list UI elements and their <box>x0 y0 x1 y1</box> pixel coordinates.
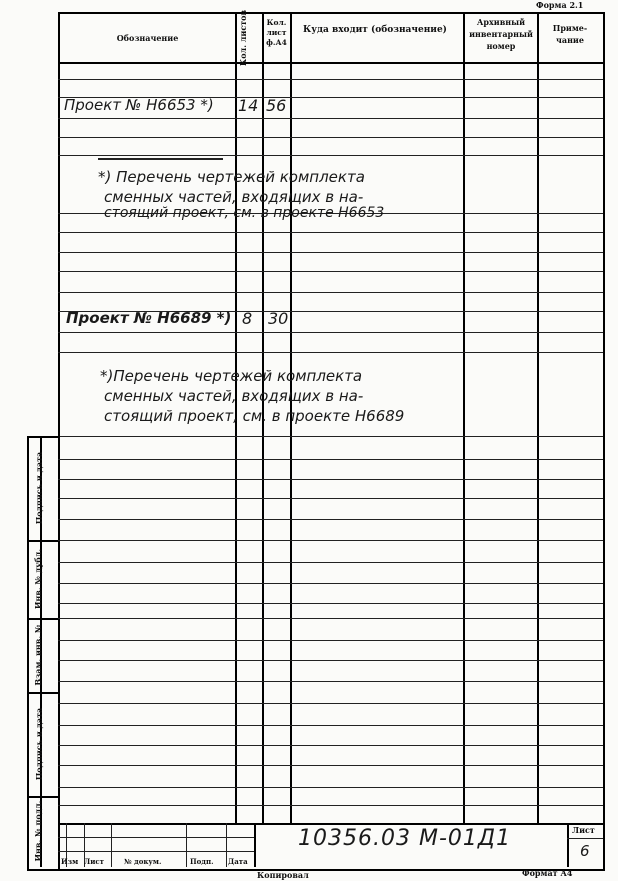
title-block-top <box>58 823 603 825</box>
title-block-col <box>567 823 569 867</box>
row-line <box>58 583 603 584</box>
row-line <box>58 681 603 682</box>
side-label: Инв. № дубл. <box>33 548 43 610</box>
header-note: Приме- чание <box>552 23 588 45</box>
row-line <box>58 352 603 353</box>
tb-col-izm: Изм <box>61 857 79 866</box>
row-line <box>58 118 603 119</box>
row-line <box>58 745 603 746</box>
side-label: Взам. инв. № <box>33 624 43 686</box>
row-line <box>58 725 603 726</box>
row-line <box>58 640 603 641</box>
row-qty-sheets: 14 <box>238 96 259 115</box>
title-designation: 10356.03 М-01Д1 <box>298 826 512 851</box>
form-frame <box>58 12 605 871</box>
note-line: стоящий проект, см. в проекте Н6689 <box>104 407 405 425</box>
row-line <box>58 805 603 806</box>
header-archive-no: Архивный инвентарный номер <box>469 17 533 51</box>
note-line: сменных частей, входящих в на- <box>104 387 364 405</box>
note-line: стоящий проект, см. в проекте Н6653 <box>104 205 385 221</box>
header-where-used: Куда входит (обозначение) <box>303 25 447 35</box>
row-qty-a4: 56 <box>266 96 287 115</box>
row-line <box>58 787 603 788</box>
note-line: *)Перечень чертежей комплекта <box>100 367 363 385</box>
note-line: сменных частей, входящих в на- <box>104 188 364 206</box>
row-line <box>58 498 603 499</box>
row-line <box>58 292 603 293</box>
row-line <box>58 660 603 661</box>
tb-col-doc: № докум. <box>124 857 162 866</box>
header-divider <box>58 62 603 64</box>
row-line <box>58 79 603 80</box>
row-designation: Проект № Н6653 *) <box>64 96 214 114</box>
header-qty-a4: Кол. лист ф.А4 <box>266 18 287 47</box>
footer-format: Формат А4 <box>522 868 573 878</box>
row-designation: Проект № Н6689 *) <box>66 309 232 327</box>
tb-col-list: Лист <box>84 857 104 866</box>
title-block-col <box>186 823 187 867</box>
note-underline <box>98 158 223 160</box>
title-block-col <box>111 823 112 867</box>
row-line <box>58 540 603 541</box>
note-line: *) Перечень чертежей комплекта <box>98 168 365 186</box>
row-line <box>58 155 603 156</box>
sheet-number: 6 <box>580 842 590 860</box>
row-line <box>58 519 603 520</box>
row-line <box>58 137 603 138</box>
title-block-col <box>226 823 227 867</box>
title-block-col <box>254 823 256 867</box>
row-line <box>58 603 603 604</box>
row-line <box>58 436 603 437</box>
sheet-label: Лист <box>572 825 595 835</box>
row-line <box>58 252 603 253</box>
tb-col-date: Дата <box>228 857 248 866</box>
side-label: Подпись и дата <box>34 707 44 781</box>
tb-col-sign: Подп. <box>190 857 214 866</box>
row-line <box>58 271 603 272</box>
row-qty-sheets: 8 <box>242 309 253 328</box>
header-designation: Обозначение <box>116 33 179 43</box>
row-qty-a4: 30 <box>268 309 289 328</box>
row-line <box>58 703 603 704</box>
form-label: Форма 2.1 <box>536 0 584 10</box>
side-label: Подпись и дата <box>34 451 44 525</box>
row-line <box>58 618 603 619</box>
row-line <box>58 765 603 766</box>
row-line <box>58 562 603 563</box>
row-line <box>58 332 603 333</box>
footer-copied: Копировал <box>257 870 309 880</box>
row-line <box>58 479 603 480</box>
row-line <box>58 459 603 460</box>
title-block-line <box>58 851 254 852</box>
row-line <box>58 232 603 233</box>
title-block-line <box>567 838 603 839</box>
side-label: Инв. № подл. <box>33 800 43 862</box>
header-qty-sheets: Кол. листов <box>238 9 248 67</box>
title-block-line <box>58 837 254 838</box>
